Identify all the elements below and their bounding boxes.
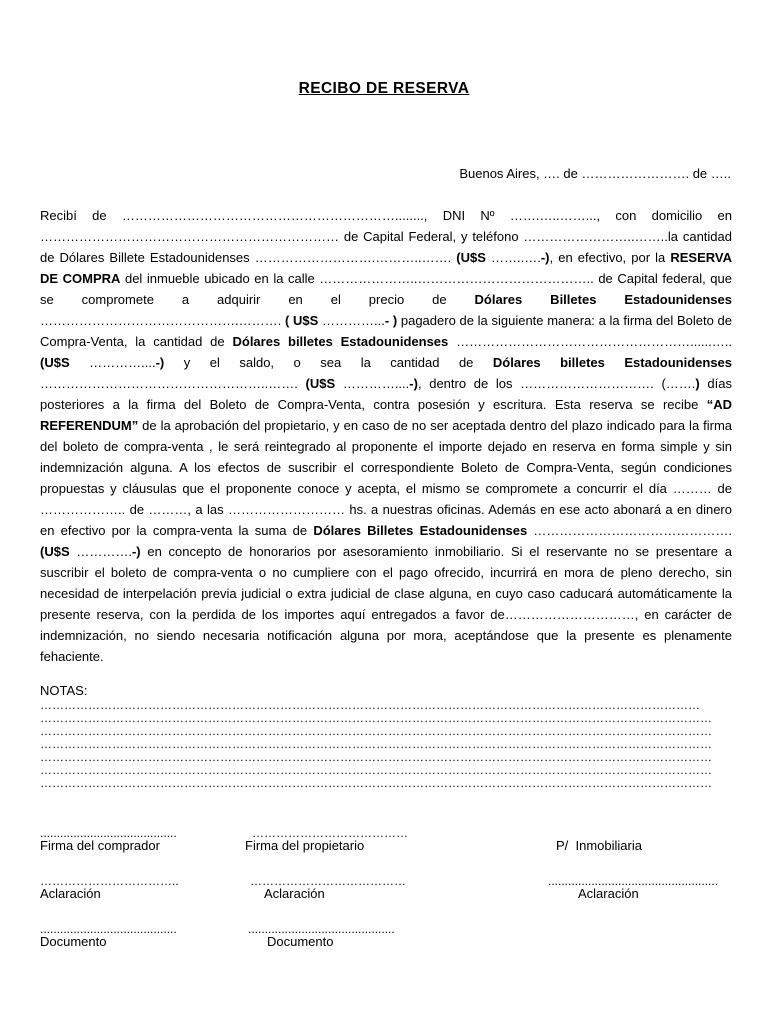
- text-run: de la aprobación del propietario, y en caso de no ser aceptada dentro del plazo indicado para la firma del boleto de compra-venta , le será reintegrado al proponente el importe dejado en reserva en forma simple y sin indemnización alguna. A los efectos de suscribir el correspondiente Boleto de Compra-Venta, según condiciones propuestas y cláusulas que el proponente conoce y acepta, el mismo se compromete a concurrir el día ……… de ……………….. de ………, a las ……………………… hs. a nuestras oficinas. Además en ese acto abonará a en dinero en efectivo por la compra-venta la suma de: [40, 418, 732, 538]
- text-run: …………....: [69, 355, 156, 370]
- bold-text-run: RESERVA DE COMPRA: [40, 250, 732, 286]
- text-run: pagadero de la siguiente manera: a la firma del Boleto de Compra-Venta, la cantidad de: [40, 313, 733, 349]
- notes-label: NOTAS:: [40, 683, 88, 698]
- notes-line: ……………………………………………………………………………………………………………………………………………………: [40, 725, 712, 738]
- owner-clarification-label: Aclaración: [264, 886, 325, 901]
- bold-text-run: (U$S: [40, 544, 70, 559]
- notes-line: ……………………………………………………………………………………………………………………………………………………: [40, 777, 712, 790]
- notes-line: ……………………………………………………………………………………………………………………………………………………: [40, 751, 712, 764]
- text-run: , dentro de los …………………………. (…….: [417, 376, 696, 391]
- buyer-clarification-line: ……………………………..: [40, 874, 179, 888]
- agency-clarification-line: ...................................................: [548, 874, 719, 888]
- owner-clarification-line: …………………………………: [250, 874, 406, 888]
- bold-text-run: -): [409, 376, 418, 391]
- bold-text-run: (U$S: [40, 355, 70, 370]
- text-run: ……………………………………….……….: [40, 313, 285, 328]
- buyer-document-line: .........................................: [40, 922, 177, 936]
- agency-clarification-label: Aclaración: [578, 886, 639, 901]
- text-run: …………....: [335, 376, 410, 391]
- bold-text-run: -): [540, 250, 550, 265]
- owner-signature-line: …………………………………: [252, 826, 408, 840]
- text-run: ……………………………………….: [527, 523, 732, 538]
- buyer-signature-line: .........................................: [40, 826, 177, 840]
- text-run: del inmueble ubicado en la calle …………………..………………………………….. de Capital federal, que se compromete a adquirir en el precio de: [40, 271, 732, 307]
- owner-document-line: ............................................: [248, 922, 395, 936]
- bold-text-run: ): [695, 376, 700, 391]
- text-run: ……..….: [485, 250, 541, 265]
- bold-text-run: (U$S: [456, 250, 486, 265]
- buyer-signature-label: Firma del comprador: [40, 838, 160, 853]
- text-run: y el saldo, o sea la cantidad de: [164, 355, 493, 370]
- bold-text-run: Dólares billetes Estadounidenses: [492, 355, 733, 370]
- receipt-paragraph: [40, 205, 732, 667]
- text-run: ………………………………………………......…..: [448, 334, 732, 349]
- text-run: …………...: [318, 313, 385, 328]
- document-title: RECIBO DE RESERVA: [298, 80, 470, 97]
- notes-line: …………………………………………………………………………………………………………………………………………………: [40, 699, 700, 712]
- text-run: ……………………………………………..…….: [40, 376, 306, 391]
- bold-text-run: Dólares Billetes Estadounidenses: [313, 523, 528, 538]
- receipt-body: [40, 205, 732, 667]
- bold-text-run: -): [155, 355, 165, 370]
- buyer-clarification-label: Aclaración: [40, 886, 101, 901]
- bold-text-run: “AD REFERENDUM”: [40, 397, 732, 433]
- owner-document-label: Documento: [267, 934, 334, 949]
- owner-signature-label: Firma del propietario: [245, 838, 365, 853]
- bold-text-run: ( U$S: [284, 313, 319, 328]
- notes-lines: [40, 699, 740, 790]
- text-run: en concepto de honorarios por asesoramiento inmobiliario. Si el reservante no se presentare a suscribir el boleto de compra-venta o no cumpliere con el pago ofrecido, incurrirá en mora de pleno derecho, sin necesidad de interpelación previa judicial o extra judicial de clase alguna, en cuyo caso caducará automáticamente la presente reserva, con la perdida de los importes aquí entregados a favor de…………………………, en carácter de indemnización, no siendo necesaria notificación alguna por mora, aceptándose que la presente es plenamente fehaciente.: [40, 544, 732, 664]
- bold-text-run: Dólares Billetes Estadounidenses: [474, 292, 732, 307]
- date-line: Buenos Aires, …. de ……………………. de …..: [459, 166, 731, 181]
- bold-text-run: -): [131, 544, 141, 559]
- notes-line: ……………………………………………………………………………………………………………………………………………………: [40, 738, 712, 751]
- text-run: Recibí de ………………………………………………………........, DNI Nº …….…..……..., con domicilio en …………………………………………………………… de Capital Federal, y teléfono ……………………..……..la cantidad de Dólares Billete Estadounidenses ……………………….………..…….: [40, 208, 732, 265]
- agency-signature-label: P/ Inmobiliaria: [556, 838, 642, 853]
- buyer-document-label: Documento: [40, 934, 107, 949]
- text-run: ………….: [69, 544, 132, 559]
- text-run: días posteriores a la firma del Boleto de Compra-Venta, contra posesión y escritura. Esta reserva se recibe: [40, 376, 732, 412]
- text-run: , en efectivo, por la: [549, 250, 671, 265]
- bold-text-run: - ): [384, 313, 398, 328]
- notes-line: ……………………………………………………………………………………………………………………………………………………: [40, 712, 712, 725]
- bold-text-run: Dólares billetes Estadounidenses: [232, 334, 449, 349]
- notes-line: ……………………………………………………………………………………………………………………………………………………: [40, 764, 712, 777]
- bold-text-run: (U$S: [305, 376, 336, 391]
